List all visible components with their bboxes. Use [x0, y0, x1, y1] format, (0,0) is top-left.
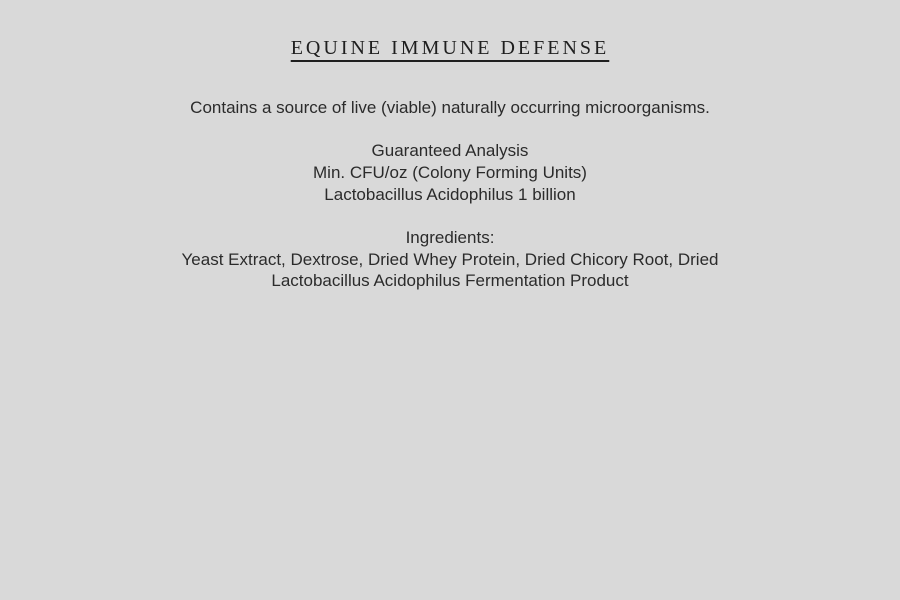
intro-section [155, 97, 745, 119]
page-title: EQUINE IMMUNE DEFENSE [290, 37, 610, 60]
ingredients-heading: Ingredients: [405, 227, 495, 247]
culture-line: Lactobacillus Acidophilus 1 billion [324, 184, 576, 204]
ingredients-section [155, 227, 745, 292]
cfu-line: Min. CFU/oz (Colony Forming Units) [313, 162, 587, 182]
guaranteed-analysis-section [155, 140, 745, 205]
ingredients-list: Yeast Extract, Dextrose, Dried Whey Protein, Dried Chicory Root, Dried Lactobacillus Acidophilus Fermentation Product [181, 249, 719, 291]
intro-text: Contains a source of live (viable) naturally occurring microorganisms. [190, 98, 710, 117]
label-body [0, 97, 900, 292]
guaranteed-analysis-heading: Guaranteed Analysis [371, 141, 529, 161]
